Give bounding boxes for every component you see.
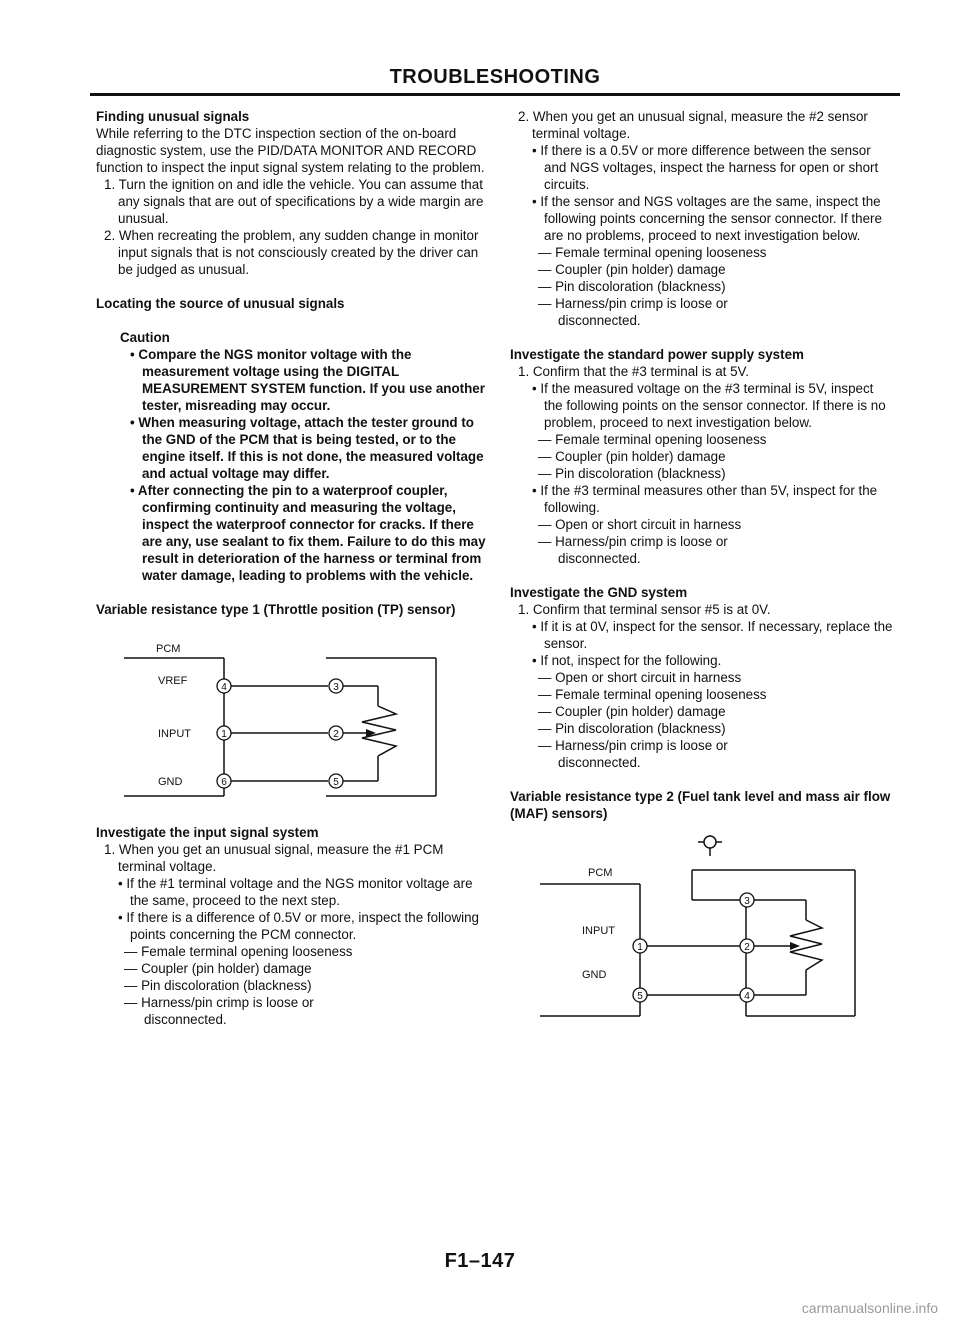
- finding-title: Finding unusual signals: [96, 109, 250, 124]
- finding-step-1: 1. Turn the ignition on and idle the vehicle. You can assume that any signals that are out of specifications by a wide margin are unusual.: [104, 177, 484, 226]
- finding-intro: While referring to the DTC inspection section of the on-board diagnostic system, use the PID/DATA MONITOR AND RECORD function to inspect the input signal system relating to the problem.: [96, 126, 485, 175]
- pin-4: 4: [221, 682, 227, 693]
- gnd-dash-3: — Coupler (pin holder) damage: [538, 704, 726, 719]
- gnd-step-1: 1. Confirm that terminal sensor #5 is at 0V.: [518, 602, 771, 617]
- pin-6: 6: [221, 777, 227, 788]
- locating-title: Locating the source of unusual signals: [96, 296, 345, 311]
- gnd-dash-cont: disconnected.: [558, 755, 641, 770]
- input-dash-3: — Pin discoloration (blackness): [124, 978, 312, 993]
- tp-sensor-diagram: [96, 626, 486, 816]
- pin-5b: 5: [637, 991, 643, 1002]
- finding-step-2: 2. When recreating the problem, any sudden change in monitor input signals that is not consciously created by the driver can be judged as unusual.: [104, 228, 479, 277]
- gnd-dash-2: — Female terminal opening looseness: [538, 687, 767, 702]
- pin-3b: 3: [744, 896, 750, 907]
- step2-text: 2. When you get an unusual signal, measure the #2 sensor terminal voltage.: [518, 109, 868, 141]
- input-label-2: INPUT: [582, 925, 615, 937]
- gnd-title: Investigate the GND system: [510, 585, 688, 600]
- pin-4b: 4: [744, 991, 750, 1002]
- step2-bullet-2: • If the sensor and NGS voltages are the same, inspect the following points concerning the sensor connector. If there are no problems, proceed to next investigation below.: [532, 194, 882, 243]
- caution-title: Caution: [120, 330, 170, 345]
- page-number: F1–147: [444, 1250, 516, 1272]
- input-dash-cont: disconnected.: [144, 1012, 227, 1027]
- step2-dash-cont: disconnected.: [558, 313, 641, 328]
- power-step-1: 1. Confirm that the #3 terminal is at 5V.: [518, 364, 749, 379]
- gnd-label-2: GND: [582, 969, 607, 981]
- pin-3: 3: [333, 682, 339, 693]
- power-dash-1: — Female terminal opening looseness: [538, 432, 767, 447]
- pcm-label: PCM: [156, 643, 181, 655]
- pin-2: 2: [333, 729, 339, 740]
- input-dash-4: — Harness/pin crimp is loose or: [124, 995, 314, 1010]
- power-bullet-1: • If the measured voltage on the #3 terminal is 5V, inspect the following points on the sensor connector. If there is no problem, proceed to next investigation below.: [532, 381, 886, 430]
- step2-dash-3: — Pin discoloration (blackness): [538, 279, 726, 294]
- page-header-title: TROUBLESHOOTING: [389, 66, 601, 88]
- step2-dash-2: — Coupler (pin holder) damage: [538, 262, 726, 277]
- header-rule: [90, 93, 900, 96]
- step2-bullet-1: • If there is a 0.5V or more difference between the sensor and NGS voltages, inspect the harness for open or short circuits.: [532, 143, 879, 192]
- input-bullet-2: • If there is a difference of 0.5V or more, inspect the following points concerning the PCM connector.: [118, 910, 479, 942]
- gnd-dash-4: — Pin discoloration (blackness): [538, 721, 726, 736]
- pcm-label-2: PCM: [588, 867, 613, 879]
- gnd-dash-1: — Open or short circuit in harness: [538, 670, 742, 685]
- power-dash-2: — Coupler (pin holder) damage: [538, 449, 726, 464]
- pin-2b: 2: [744, 942, 750, 953]
- gnd-dash-5: — Harness/pin crimp is loose or: [538, 738, 728, 753]
- input-dash-2: — Coupler (pin holder) damage: [124, 961, 312, 976]
- right-column: [510, 108, 895, 1038]
- fuel-maf-sensor-diagram: [510, 828, 895, 1038]
- power-dash-4: — Open or short circuit in harness: [538, 517, 742, 532]
- var2-title: Variable resistance type 2 (Fuel tank level and mass air flow (MAF) sensors): [510, 789, 891, 821]
- input-step-1: 1. When you get an unusual signal, measure the #1 PCM terminal voltage.: [104, 842, 444, 874]
- gnd-label: GND: [158, 776, 183, 788]
- left-column: [96, 108, 486, 1028]
- vref-label: VREF: [158, 675, 188, 687]
- watermark: carmanualsonline.info: [801, 1300, 938, 1316]
- input-dash-1: — Female terminal opening looseness: [124, 944, 353, 959]
- pin-5: 5: [333, 777, 339, 788]
- pin-1b: 1: [637, 942, 643, 953]
- power-dash-3: — Pin discoloration (blackness): [538, 466, 726, 481]
- step2-dash-4: — Harness/pin crimp is loose or: [538, 296, 728, 311]
- input-label: INPUT: [158, 728, 191, 740]
- var1-title: Variable resistance type 1 (Throttle position (TP) sensor): [96, 602, 456, 617]
- input-title: Investigate the input signal system: [96, 825, 319, 840]
- power-bullet-2: • If the #3 terminal measures other than 5V, inspect for the following.: [532, 483, 878, 515]
- power-title: Investigate the standard power supply system: [510, 347, 804, 362]
- caution-item-1: • Compare the NGS monitor voltage with the measurement voltage using the DIGITAL MEASUREMENT SYSTEM function. If you use another tester, misreading may occur.: [130, 347, 485, 413]
- step2-dash-1: — Female terminal opening looseness: [538, 245, 767, 260]
- caution-item-3: • After connecting the pin to a waterproof coupler, confirming continuity and measuring the voltage, inspect the waterproof connector for cracks. If there are any, use sealant to fix them. Failure to do this may result in deterioration of the harness or terminal from water damage, leading to problems with the vehicle.: [130, 483, 486, 583]
- caution-item-2: • When measuring voltage, attach the tester ground to the GND of the PCM that is being tested, or to the engine itself. If this is not done, the measured voltage and actual voltage may differ.: [130, 415, 484, 481]
- power-dash-cont: disconnected.: [558, 551, 641, 566]
- input-bullet-1: • If the #1 terminal voltage and the NGS monitor voltage are the same, proceed to the next step.: [118, 876, 473, 908]
- power-dash-5: — Harness/pin crimp is loose or: [538, 534, 728, 549]
- gnd-bullet-1: • If it is at 0V, inspect for the sensor. If necessary, replace the sensor.: [532, 619, 893, 651]
- gnd-bullet-2: • If not, inspect for the following.: [532, 653, 722, 668]
- pin-1: 1: [221, 729, 227, 740]
